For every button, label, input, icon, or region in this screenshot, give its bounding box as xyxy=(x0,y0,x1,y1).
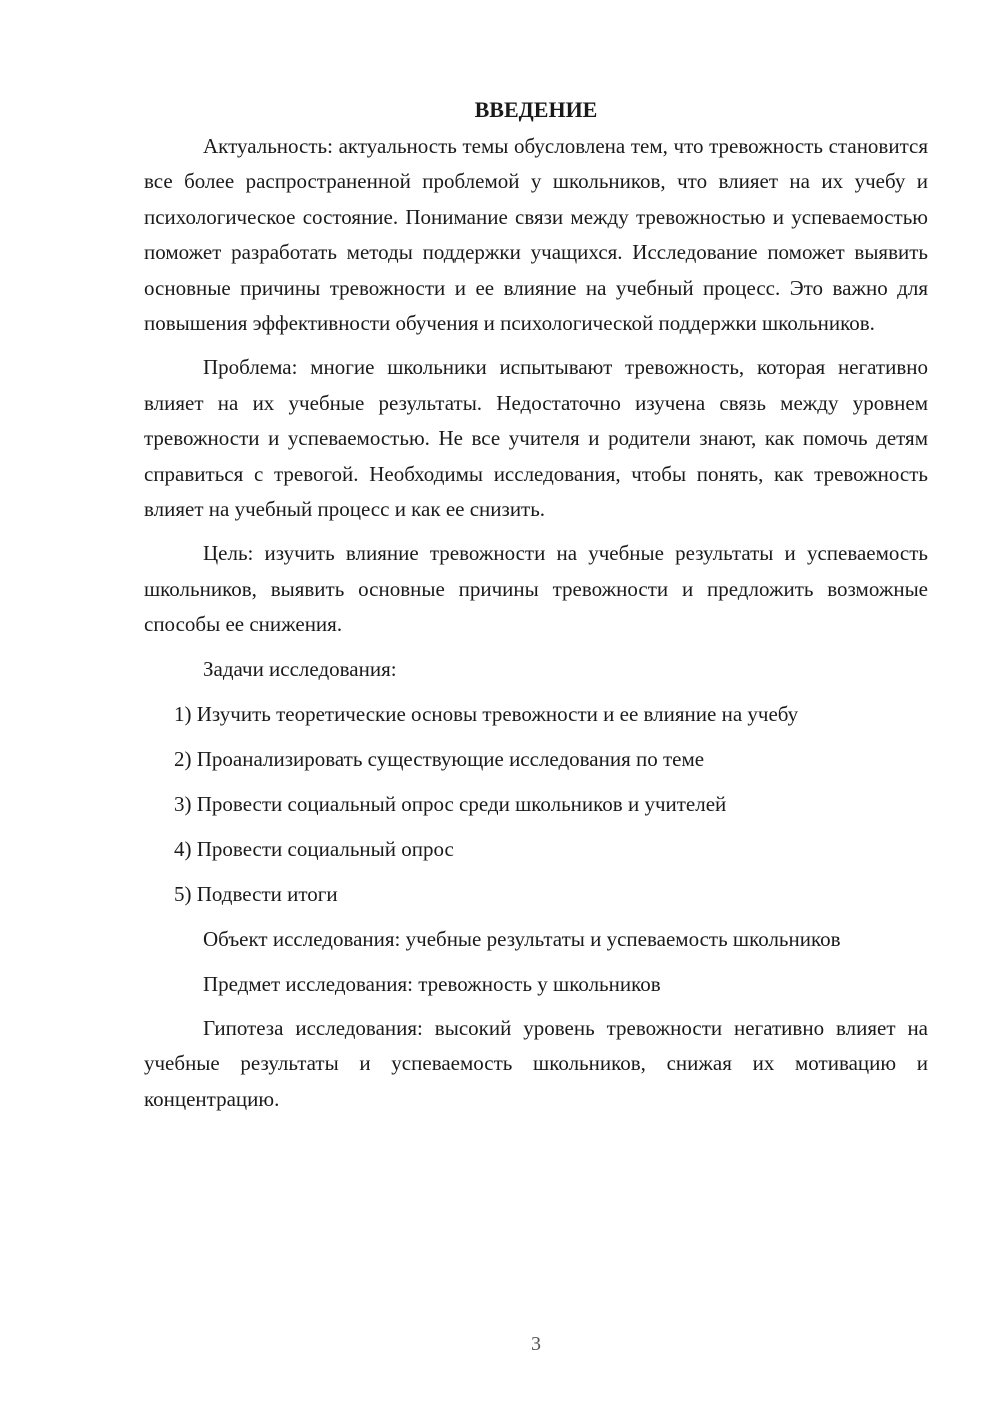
page-number: 3 xyxy=(531,1333,541,1355)
paragraph-problem: Проблема: многие школьники испытывают тревожность, которая негативно влияет на их учебные результаты. Недостаточно изучена связь между уровнем тревожности и успеваемостью. Не все учителя и родители знают, как помочь детям справиться с тревогой. Необходимы исследования, чтобы понять, как тревожность влияет на учебный процесс и как ее снизить. xyxy=(144,355,928,522)
task-item: 3) Провести социальный опрос среди школьников и учителей xyxy=(174,792,727,817)
task-item: 4) Провести социальный опрос xyxy=(174,837,454,862)
tasks-list xyxy=(144,697,928,912)
paragraph-goal: Цель: изучить влияние тревожности на учебные результаты и успеваемость школьников, выявить основные причины тревожности и предложить возможные способы ее снижения. xyxy=(144,541,928,637)
task-item: 2) Проанализировать существующие исследования по теме xyxy=(174,747,705,772)
paragraph-relevance: Актуальность: актуальность темы обусловлена тем, что тревожность становится все более распространенной проблемой у школьников, что влияет на их учебу и психологическое состояние. Понимание связи между тревожностью и успеваемостью поможет разработать методы поддержки учащихся. Исследование поможет выявить основные причины тревожности и ее влияние на учебный процесс. Это важно для повышения эффективности обучения и психологической поддержки школьников. xyxy=(144,134,928,336)
document-title: ВВЕДЕНИЕ xyxy=(474,97,598,122)
document-page xyxy=(144,92,928,1126)
task-item: 5) Подвести итоги xyxy=(174,882,338,907)
tasks-heading: Задачи исследования: xyxy=(203,656,397,681)
task-item: 1) Изучить теоретические основы тревожности и ее влияние на учебу xyxy=(174,702,799,727)
paragraph-object: Объект исследования: учебные результаты и успеваемость школьников xyxy=(203,927,841,952)
paragraph-hypothesis: Гипотеза исследования: высокий уровень тревожности негативно влияет на учебные результаты и успеваемость школьников, снижая их мотивацию и концентрацию. xyxy=(144,1015,928,1111)
paragraph-subject: Предмет исследования: тревожность у школьников xyxy=(203,971,661,996)
